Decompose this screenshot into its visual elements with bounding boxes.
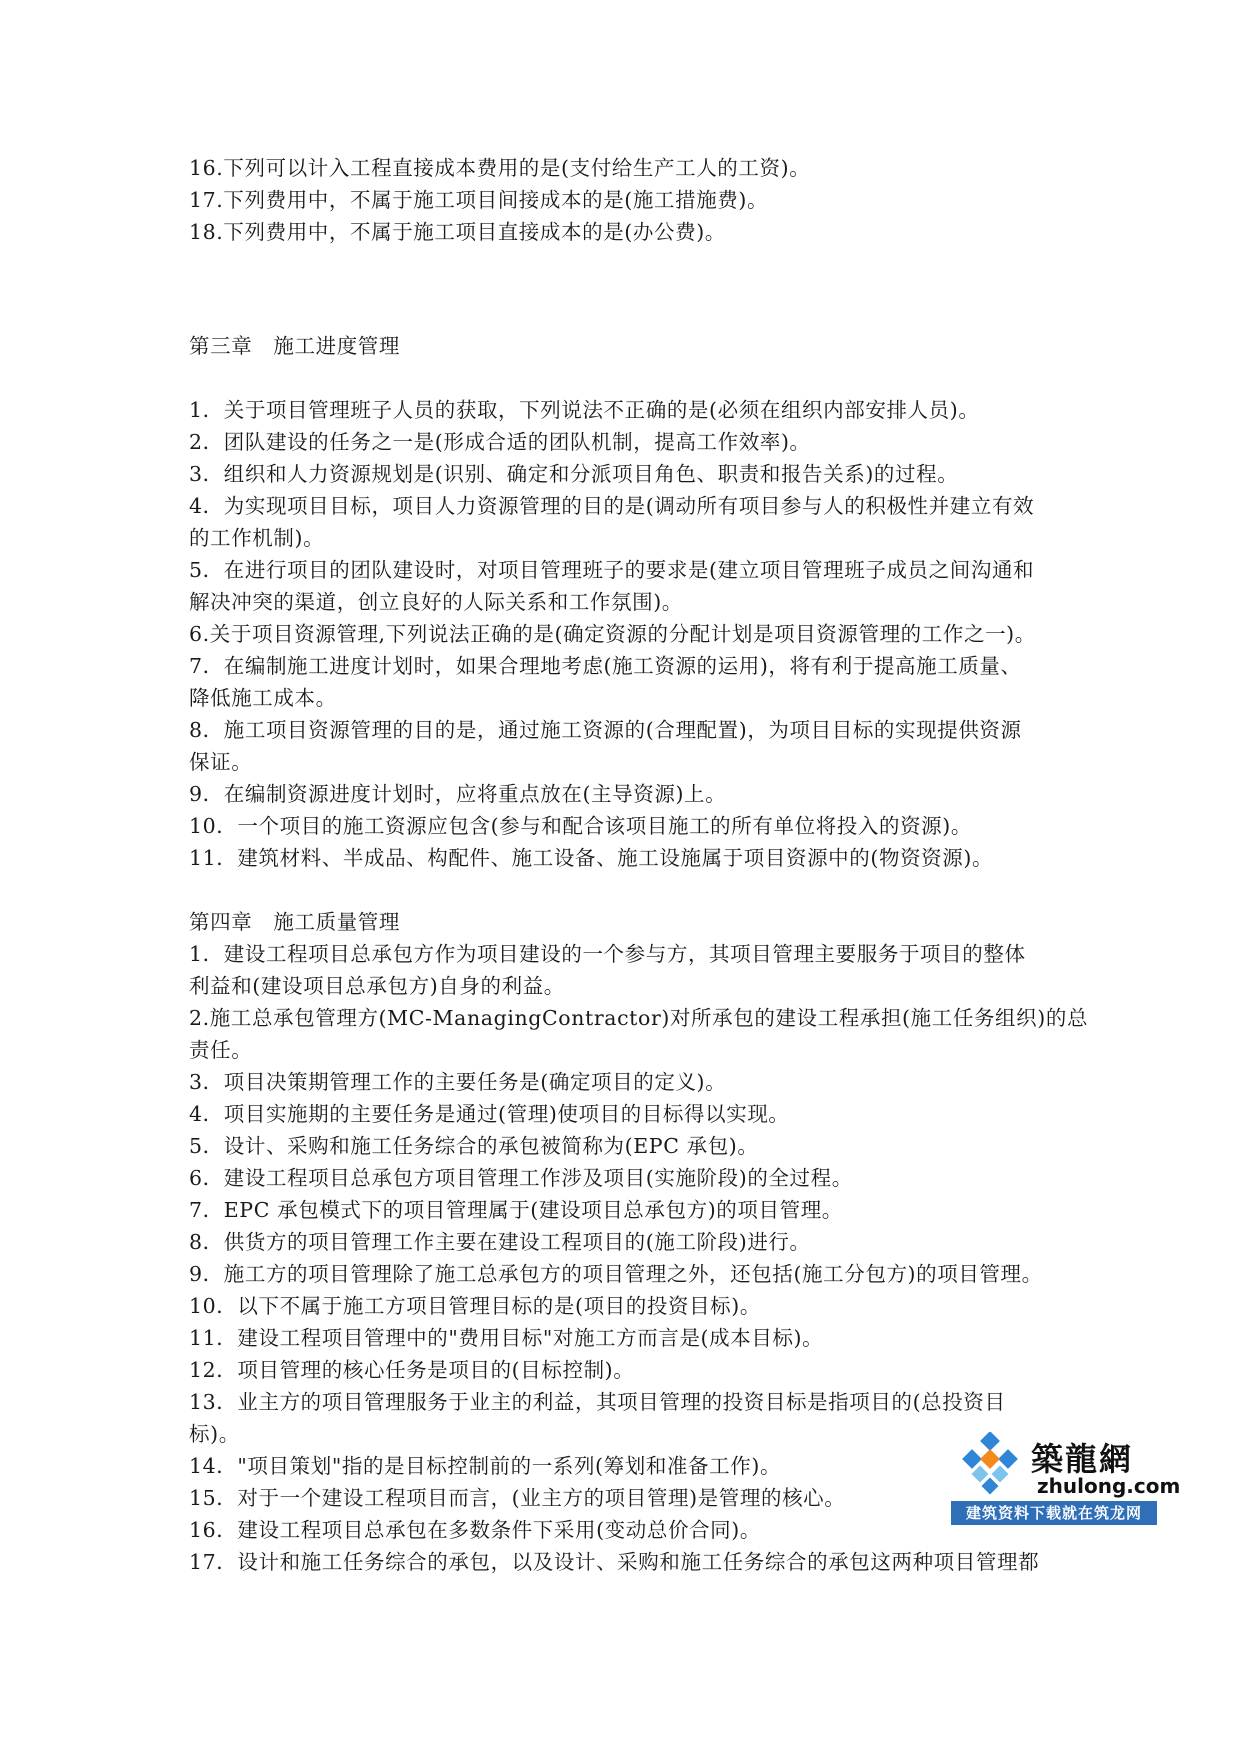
text-line: 6．建设工程项目总承包方项目管理工作涉及项目(实施阶段)的全过程。 [189,1166,853,1190]
zhulong-logo-icon [957,1432,1023,1498]
text-line: 15．对于一个建设工程项目而言，(业主方的项目管理)是管理的核心。 [189,1486,846,1510]
text-line: 4．为实现项目目标，项目人力资源管理的目的是(调动所有项目参与人的积极性并建立有效 [189,494,1035,518]
text-line: 2.施工总承包管理方(MC-ManagingContractor)对所承包的建设工程承担(施工任务组织)的总 [189,1006,1089,1030]
text-line: 3．组织和人力资源规划是(识别、确定和分派项目角色、职责和报告关系)的过程。 [189,462,959,486]
text-line: 5．在进行项目的团队建设时，对项目管理班子的要求是(建立项目管理班子成员之间沟通和 [189,558,1035,582]
text-line: 17.下列费用中，不属于施工项目间接成本的是(施工措施费)。 [189,188,769,212]
text-line: 8．施工项目资源管理的目的是，通过施工资源的(合理配置)，为项目目标的实现提供资源 [189,718,1022,742]
text-line: 责任。 [189,1038,253,1062]
text-line: 5．设计、采购和施工任务综合的承包被简称为(EPC 承包)。 [189,1134,759,1158]
text-line: 14．"项目策划"指的是目标控制前的一系列(筹划和准备工作)。 [189,1454,782,1478]
chapter-3-section [189,330,1057,874]
text-line: 1．建设工程项目总承包方作为项目建设的一个参与方，其项目管理主要服务于项目的整体 [189,942,1026,966]
text-line: 9．在编制资源进度计划时，应将重点放在(主导资源)上。 [189,782,727,806]
text-line: 13．业主方的项目管理服务于业主的利益，其项目管理的投资目标是指项目的(总投资目 [189,1390,1006,1414]
text-line: 9．施工方的项目管理除了施工总承包方的项目管理之外，还包括(施工分包方)的项目管理。 [189,1262,1043,1286]
text-line: 3．项目决策期管理工作的主要任务是(确定项目的定义)。 [189,1070,727,1094]
chapter-title: 第四章 施工质量管理 [189,910,400,934]
logo-name: 築龍網 [1031,1440,1134,1478]
text-line: 解决冲突的渠道，创立良好的人际关系和工作氛围)。 [189,590,683,614]
intro-section [189,152,1057,248]
text-line: 12．项目管理的核心任务是项目的(目标控制)。 [189,1358,635,1382]
text-line: 18.下列费用中，不属于施工项目直接成本的是(办公费)。 [189,220,726,244]
text-line: 7．EPC 承包模式下的项目管理属于(建设项目总承包方)的项目管理。 [189,1198,843,1222]
text-line: 6.关于项目资源管理,下列说法正确的是(确定资源的分配计划是项目资源管理的工作之一)。 [189,622,1036,646]
text-line: 利益和(建设项目总承包方)自身的利益。 [189,974,565,998]
zhulong-watermark[interactable] [951,1428,1181,1526]
text-line: 11．建设工程项目管理中的"费用目标"对施工方而言是(成本目标)。 [189,1326,824,1350]
logo-domain: zhulong.com [1037,1474,1181,1498]
text-line: 17．设计和施工任务综合的承包，以及设计、采购和施工任务综合的承包这两种项目管理都 [189,1550,1040,1574]
text-line: 1．关于项目管理班子人员的获取，下列说法不正确的是(必须在组织内部安排人员)。 [189,398,980,422]
logo-slogan: 建筑资料下载就在筑龙网 [951,1501,1157,1525]
chapter-title: 第三章 施工进度管理 [189,334,400,358]
text-line: 10．以下不属于施工方项目管理目标的是(项目的投资目标)。 [189,1294,761,1318]
text-line: 标)。 [189,1422,240,1446]
text-line: 11．建筑材料、半成品、构配件、施工设备、施工设施属于项目资源中的(物资资源)。 [189,846,994,870]
text-line: 16．建设工程项目总承包在多数条件下采用(变动总价合同)。 [189,1518,761,1542]
text-line: 2．团队建设的任务之一是(形成合适的团队机制，提高工作效率)。 [189,430,811,454]
text-line: 4．项目实施期的主要任务是通过(管理)使项目的目标得以实现。 [189,1102,790,1126]
text-line: 保证。 [189,750,253,774]
text-line: 16.下列可以计入工程直接成本费用的是(支付给生产工人的工资)。 [189,156,811,180]
text-line: 8．供货方的项目管理工作主要在建设工程项目的(施工阶段)进行。 [189,1230,811,1254]
text-line: 7．在编制施工进度计划时，如果合理地考虑(施工资源的运用)，将有利于提高施工质量、 [189,654,1022,678]
text-line: 10．一个项目的施工资源应包含(参与和配合该项目施工的所有单位将投入的资源)。 [189,814,972,838]
text-line: 的工作机制)。 [189,526,325,550]
text-line: 降低施工成本。 [189,686,337,710]
